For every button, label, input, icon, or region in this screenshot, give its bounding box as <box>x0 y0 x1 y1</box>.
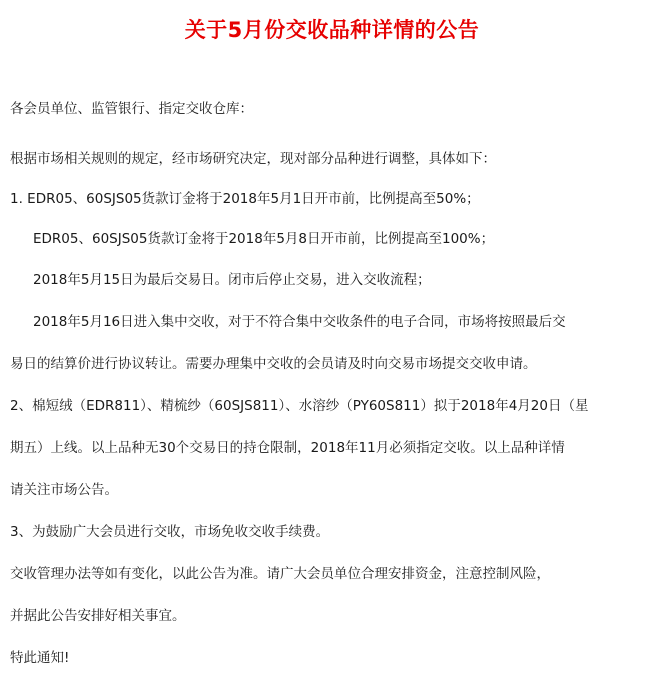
notice-item-1-line-2: EDR05、60SJS05货款订金将于2018年5月8日开市前，比例提高至100%； <box>33 231 495 247</box>
notice-signoff: 特此通知! <box>10 650 70 666</box>
notice-salutation: 各会员单位、监管银行、指定交收仓库： <box>10 101 253 117</box>
notice-item-1-line-1: 1. EDR05、60SJS05货款订金将于2018年5月1日开市前，比例提高至50%； <box>10 191 480 207</box>
notice-title: 关于5月份交收品种详情的公告 <box>184 18 480 42</box>
notice-item-1-line-5: 易日的结算价进行协议转让。需要办理集中交收的会员请及时向交易市场提交交收申请。 <box>10 356 537 372</box>
notice-item-1-line-4: 2018年5月16日进入集中交收，对于不符合集中交收条件的电子合同，市场将按照最后交 <box>33 314 566 330</box>
notice-closing-line-1: 交收管理办法等如有变化，以此公告为准。请广大会员单位合理安排资金，注意控制风险， <box>10 566 550 582</box>
notice-intro: 根据市场相关规则的规定，经市场研究决定，现对部分品种进行调整，具体如下： <box>10 151 496 167</box>
notice-item-3: 3、为鼓励广大会员进行交收，市场免收交收手续费。 <box>10 524 330 540</box>
notice-item-2-line-1: 2、棉短绒（EDR811）、精梳纱（60SJS811）、水溶纱（PY60S811）拟于2018年4月20日（星 <box>10 398 589 414</box>
notice-item-2-line-3: 请关注市场公告。 <box>10 482 118 498</box>
notice-item-1-line-3: 2018年5月15日为最后交易日。闭市后停止交易，进入交收流程； <box>33 272 431 288</box>
notice-closing-line-2: 并据此公告安排好相关事宜。 <box>10 608 186 624</box>
notice-item-2-line-2: 期五）上线。以上品种无30个交易日的持仓限制，2018年11月必须指定交收。以上品种详情 <box>10 440 565 456</box>
